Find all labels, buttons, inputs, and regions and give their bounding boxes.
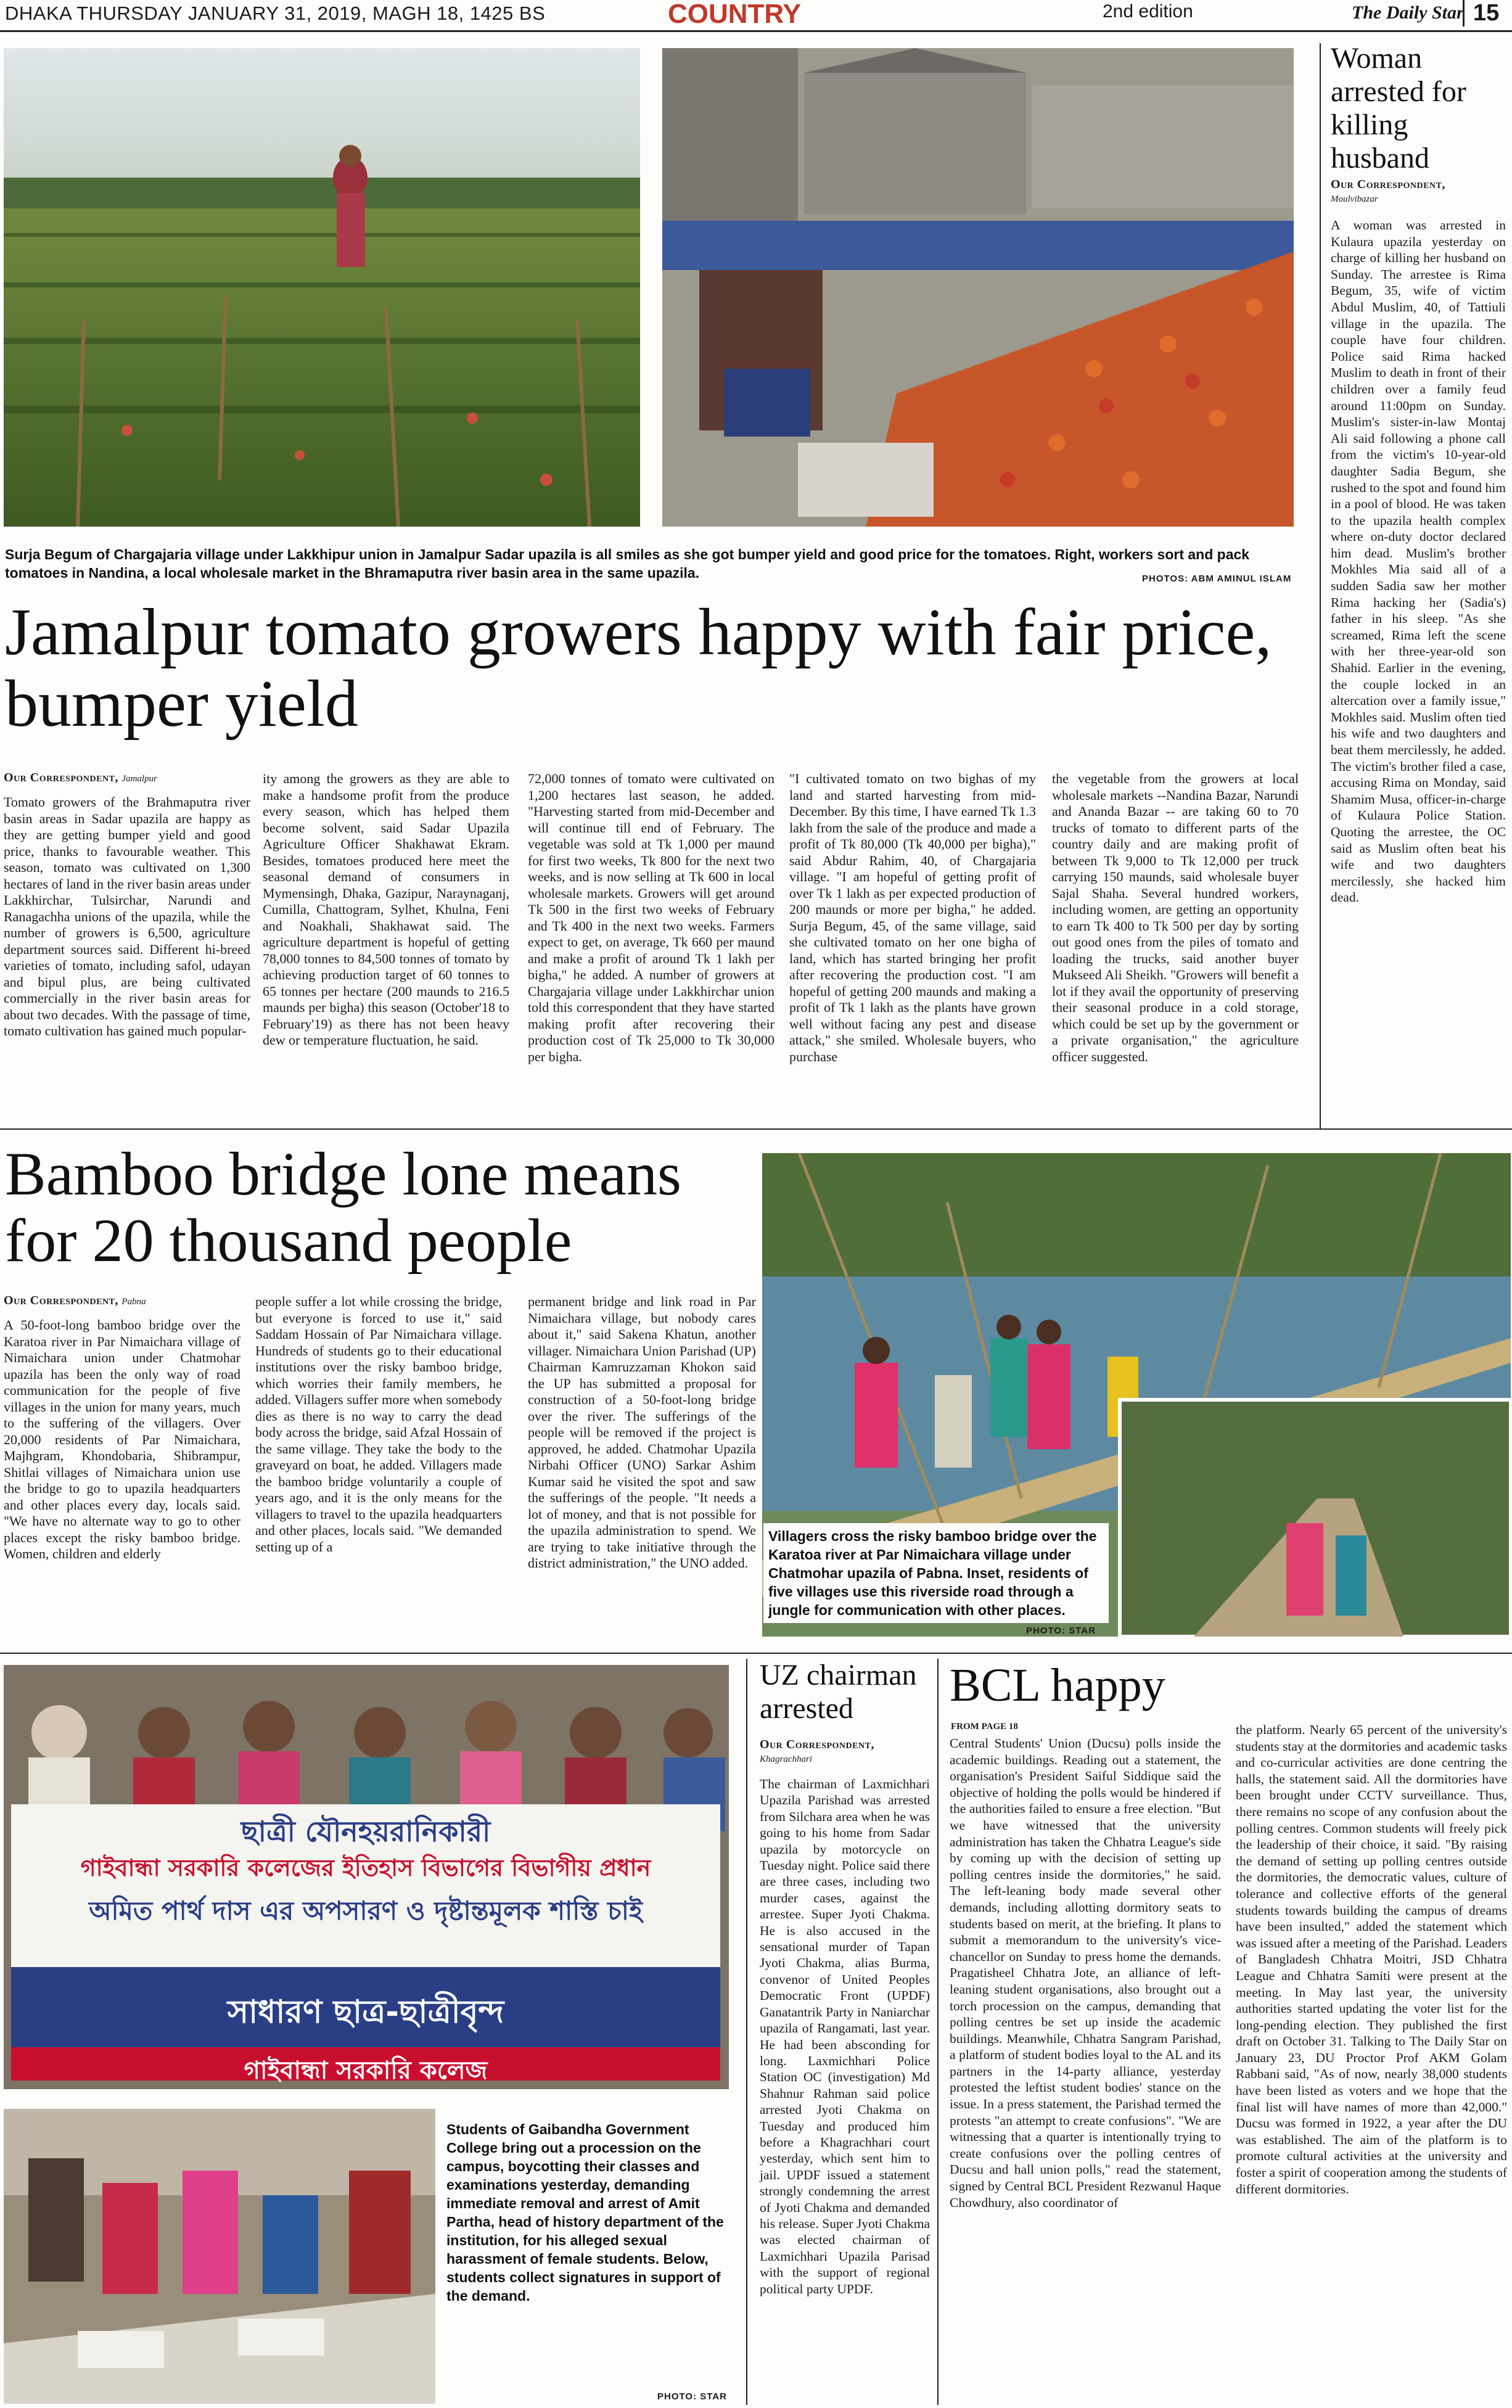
woman-body-text: A woman was arrested in Kulaura upazila yesterday on charge of killing her husband on Sunday. The arrestee is Rima Begum, 35, wife of victim Abdul Muslim, 40, of Tattiuli village in the upazila. The couple have four children. Police said Rima hacked Muslim to death in front of their children over a family feud around 11:00pm on Sunday. Muslim's sister-in-law Montaj Ali said following a phone call from the victim's 10-year-old daughter Sadia Begum, she rushed to the spot and found him in a pool of blood. He was taken to the upazila health complex where on-duty doctor declared him dead. Muslim's brother Mokhles Mia said all of a sudden Sadia saw her mother Rima hacking her (Sadia's) father in his sleep. "As she screamed, Rima left the scene with her three-year-old son Shahid. Earlier in the evening, the couple locked in an altercation over a family issue," Mokhles said. Muslim often tied his wife and two daughters and beat them mercilessly, he added. The victim's brother filed a case, accusing Rima on Monday, said Shamim Musa, officer-in-charge of Kulaura Police Station. Quoting the arrestee, the OC said as Muslim often beat his wife and two daughters mercilessly, she hacked him dead. xyxy=(1331,218,1506,905)
banner-line-5: গাইবান্ধা সরকারি কলেজ xyxy=(244,2057,488,2085)
tomato-photo-credit: PHOTOS: ABM AMINUL ISLAM xyxy=(1142,573,1292,584)
tomato-col3-text: 72,000 tonnes of tomato were cultivated on 1,200 hectares last season, he added. "Harvesting started from mid-December and will continue till end of February. The vegetable was sold at Tk 1,000 per maund for first two weeks, Tk 800 for the next two weeks, and is now selling at Tk 600 in local wholesale markets. Growers will get around Tk 500 in the first two weeks of February and Tk 400 in the next two weeks. Farmers expect to get, on average, Tk 660 per maund and make a profit of around Tk 1 lakh per bigha," he added. A number of growers at Chargajaria village under Lakkhirchar union told this correspondent that they have started making profit after recovering their production cost of Tk 25,000 to Tk 30,000 per bigha. xyxy=(528,771,774,1064)
tomato-col5-text: the vegetable from the growers at local wholesale markets --Nandina Bazar, Narundi and Ananda Bazar -- are taking 60 to 70 trucks of tomato to different parts of the country daily and are making profit of between Tk 9,000 to Tk 12,000 per truck carrying 150 maunds, said wholesale buyer Sajal Shaha. Several hundred workers, including women, are getting an opportunity to earn Tk 400 to Tk 500 per day by sorting out good ones from the piles of tomato and loading the trucks, said another buyer Mukseed Ali Sheikh. "Growers will benefit a lot if they avail the opportunity of preserving their seasonal produce in a cold storage, which could be set up by the government or a private organisation," the agriculture officer suggested. xyxy=(1052,771,1299,1064)
dateline: DHAKA THURSDAY JANUARY 31, 2019, MAGH 18, 1425 BS xyxy=(5,2,546,24)
tomato-column-5 xyxy=(1052,771,1299,1065)
bcl-col2-text: the platform. Nearly 65 percent of the university's students stay at the dormitories and academic tasks and co-curricular activities are done centring the halls, the statement said. All the dormitories have been brought under CCTV surveillance. Thus, there remains no scope of any confusion about the polling centres. Common students will freely pick the leadership of their choice, it said. "By raising the demand of setting up polling centres outside the dormitories, the democratic values, culture of tolerance and collective efforts of the general students towards building the campus of dreams have been insulted," added the statement which was issued after a meeting of the Parishad. Leaders of Bangladesh Chhatra Moitri, JSD Chhatra League and Chhatra Samiti were present at the meeting. In May last year, the university authorities started updating the voter list for the long-pending election. They published the first draft on October 31. Talking to The Daily Star on January 23, DU Proctor Prof AKM Golam Rabbani said, "As of now, nearly 38,000 students have been listed as voters and we hope that the final list will have names of more than 42,000." Ducsu was formed in 1922, a year after the DU was established. The aim of the platform is to promote cultural activities at the university and foster a spirit of cooperation among the students of different dormitories. xyxy=(1236,1722,1507,2196)
uz-body xyxy=(760,1776,930,2297)
tomato-column-1 xyxy=(4,794,250,1040)
column-divider-3 xyxy=(937,1659,939,2405)
tomato-market-photo xyxy=(662,48,1294,527)
tomato-column-4 xyxy=(789,771,1036,1065)
bridge-byline xyxy=(4,1294,146,1308)
bridge-byline-label: Our Correspondent, xyxy=(4,1294,118,1307)
tomato-field-image xyxy=(4,48,640,527)
uz-byline-place: Khagrachhari xyxy=(760,1754,813,1764)
uz-headline: UZ chairman arrested xyxy=(760,1659,917,1725)
page-number: 15 xyxy=(1463,0,1499,27)
section-name: COUNTRY xyxy=(668,0,801,29)
tomato-photo-caption: Surja Begum of Chargajaria village under Lakkhipur union in Jamalpur Sadar upazila is all smiles as she got bumper yield and good price for the tomatoes. Right, workers sort and pack tomatoes in Nandina, a local wholesale market in the Bhramaputra river basin area in the same upazila. xyxy=(5,546,1250,581)
column-divider-2 xyxy=(746,1659,747,2405)
bridge-byline-place: Pabna xyxy=(121,1297,146,1307)
protest-caption: Students of Gaibandha Government College bring out a procession on the campus, boycotting their classes and examinations yesterday, demanding immediate removal and arrest of Amit Partha, head of history department of the institution, for his alleged sexual harassment of female students. Below, students collect signatures in support of the demand. xyxy=(446,2121,724,2304)
banner-line-4: সাধারণ ছাত্র-ছাত্রীবৃন্দ xyxy=(227,1994,504,2031)
uz-body-text: The chairman of Laxmichhari Upazila Parishad was arrested from Silchara area when he was going to his home from Sadar upazila by motorcycle on Tuesday night. Police said there are three cases, including two murder cases, against the arrestee. Super Jyoti Chakma. He is also accused in the sensational murder of Tapan Jyoti Chakma, alias Burma, convenor of United Peoples Democratic Front (UPDF) Ganatantrik Party in Naniarchar upazila of Rangamati, last year. He had been absconding for long. Laxmichhari Police Station OC (investigation) Md Shahnur Rahman said police arrested Jyoti Chakma on Tuesday and produced him before a Khagrachhari court yesterday, which sent him to jail. UPDF issued a statement strongly condemning the arrest of Jyoti Chakma and demanded his release. Super Jyoti Chakma was elected chairman of Laxmichhari Upazila Parisad with the support of regional political party UPDF. xyxy=(760,1777,930,2296)
signature-image xyxy=(4,2109,435,2404)
banner-line-3: অমিত পার্থ দাস এর অপসারণ ও দৃষ্টান্তমূলক শাস্তি চাই xyxy=(89,1896,643,1926)
tomato-col2-text: ity among the growers as they are able to make a handsome profit from the produce every season, which has helped them become solvent, said Sadar Upazila Agriculture Officer Shakhawat Ekram. Besides, tomatoes produced here meet the seasonal demand of consumers in Mymensingh, Dhaka, Gazipur, Naraynaganj, Cumilla, Chattogram, Sylhet, Khulna, Feni and Noakhali, Shakhawat said. The agriculture department is hopeful of getting 78,000 tonnes to 84,500 tonnes of tomato by achieving production target of 60 tonnes to 65 tonnes per hectare (200 maunds to 216.5 maunds per bigha) this season (October'18 to February'19) as there has not been heavy dew or temperature fluctuation, he said. xyxy=(263,771,509,1048)
woman-headline: Woman arrested for killing husband xyxy=(1331,42,1466,175)
tomato-col4-text: "I cultivated tomato on two bighas of my land and started harvesting from mid-December. By this time, I have earned Tk 1.3 lakh from the sale of the produce and made a profit of Tk 80,000 (Tk 40,000 per bigha)," said Abdur Rahim, 40, of Chargajaria village. "I am hopeful of getting profit of over Tk 1 lakh as per expected production of 200 maunds or more per bigha," he added. Surja Begum, 45, of the same village, said she cultivated tomato on her one bigha of land, which has started bringing her profit after recovering the production cost. "I am hopeful of getting 200 maunds and making a profit of Tk 1 lakh as the plants have grown well without facing any pest and disease attack," she smiled. Wholesale buyers, who purchase xyxy=(789,771,1036,1064)
tomato-headline: Jamalpur tomato growers happy with fair price, bumper yield xyxy=(5,596,1272,741)
tomato-field-photo xyxy=(4,48,640,527)
uz-byline-label: Our Correspondent, xyxy=(760,1738,874,1751)
bridge-photo-credit: PHOTO: STAR xyxy=(1026,1625,1096,1636)
woman-byline-label: Our Correspondent, xyxy=(1331,178,1445,191)
bcl-column-2 xyxy=(1236,1722,1507,2197)
tomato-byline-place: Jamalpur xyxy=(121,774,157,784)
bcl-column-1 xyxy=(950,1735,1221,2211)
tomato-byline xyxy=(4,771,157,785)
bridge-column-3 xyxy=(528,1294,756,1572)
signature-photo xyxy=(4,2109,435,2404)
tomato-market-image xyxy=(662,48,1294,527)
woman-byline-place: Moulvibazar xyxy=(1331,194,1378,204)
woman-byline xyxy=(1331,178,1510,206)
banner-line-2: গাইবান্ধা সরকারি কলেজের ইতিহাস বিভাগের বিভাগীয় প্রধান xyxy=(80,1854,651,1881)
tomato-column-2 xyxy=(263,771,509,1049)
woman-body xyxy=(1331,217,1506,906)
masthead-logo: The Daily Star xyxy=(1352,2,1464,23)
bridge-photo-caption: Villagers cross the risky bamboo bridge over the Karatoa river at Par Nimaichara village under Chatmohar upazila of Pabna. Inset, residents of five villages use this riverside road through a jungle for communication with other places. xyxy=(763,1523,1109,1623)
tomato-column-3 xyxy=(528,771,774,1065)
bcl-from-page: FROM PAGE 18 xyxy=(951,1722,1018,1732)
section-rule xyxy=(0,1128,1512,1130)
tomato-col1-text: Tomato growers of the Brahmaputra river basin areas in Sadar upazila are happy as they are getting bumper yield and good price, thanks to favourable weather. This season, tomato was cultivated on 1,300 hectares of land in the river basin areas under Lakkhirchar, Tulsirchar, Narundi and Ranagachha unions of the upazila, while the number of growers is 6,500, agriculture department sources said. Different hi-breed varieties of tomato, including safol, udayan and bipul plus, are being cultivated commercially in the river basin areas for about two decades. With the passage of time, tomato cultivation has gained much popular- xyxy=(4,794,250,1038)
protest-credit: PHOTO: STAR xyxy=(657,2391,727,2402)
bridge-col3-text: permanent bridge and link road in Par Nimaichara village, but nobody cares about it," said Sakena Khatun, another villager. Nimaichara Union Parishad (UP) Chairman Kamruzzaman Khokon said the UP has submitted a proposal for construction of a 50-foot-long bridge over the river. The sufferings of the people will be removed if the project is approved, he added. Chatmohar Upazila Nirbahi Officer (UNO) Sarkar Ashim Kumar said he visited the spot and saw the sufferings of the people. "It needs a lot of money, and that is not possible for the upazila administration to spend. We are trying to take initiative through the district administration," the UNO added. xyxy=(528,1294,756,1571)
column-divider xyxy=(1320,43,1321,1128)
bcl-headline: BCL happy xyxy=(950,1659,1165,1711)
bridge-headline: Bamboo bridge lone means for 20 thousand people xyxy=(5,1140,681,1275)
bridge-column-1 xyxy=(4,1317,240,1563)
edition-label: 2nd edition xyxy=(1103,1,1193,22)
uz-byline xyxy=(760,1738,932,1766)
section-rule-2 xyxy=(0,1653,1512,1654)
banner-line-1: ছাত্রী যৌনহয়রানিকারী xyxy=(240,1815,491,1848)
bcl-col1-text: Central Students' Union (Ducsu) polls inside the academic buildings. Reading out a statement, the organisation's President Saiful Siddique said the objective of holding the polls would be hindered if the authorities failed to ensure a free election. "But we have witnessed that the university administration has taken the Chhatra League's side by coming up with the decision of setting up polling centres inside the dormitories," he said. The left-leaning body made several other demands, including allotting dormitory seats to students based on merit, at the briefing. It plans to submit a memorandum to the university's vice-chancellor on Sunday to press home the demands. Pragatisheel Chhatra Jote, an alliance of left-leaning student organisations, also brought out a torch procession on the campus, demanding that polling centres be set up inside the academic buildings. Meanwhile, Chhatra Sangram Parishad, a platform of student bodies loyal to the AL and its partners in the 14-party alliance, yesterday protested the leftist student bodies' stance on the issue. In a press statement, the Parishad termed the protests "an attempt to create confusions". "We are witnessing that a quarter is intentionally trying to create confusions over the polling centres of Ducsu and hall union polls," read the statement, signed by Central BCL President Rezwanul Haque Chowdhury, also coordinator of xyxy=(950,1736,1221,2210)
bridge-col1-text: A 50-foot-long bamboo bridge over the Karatoa river in Par Nimaichara village of Nimaichara union under Chatmohar upazila has been the only way of road communication for the people of five villages in the union for many years, much to the suffering of the villagers. Over 20,000 residents of Par Nimaichara, Majhgram, Khondobaria, Shibrampur, Shitlai villages of Nimaichara union use the bridge to go to upazila headquarters and other places every day, locals said. "We have no alternate way to go to other places except the risky bamboo bridge. Women, children and elderly xyxy=(4,1317,240,1561)
bridge-col2-text: people suffer a lot while crossing the bridge, but everyone is forced to use it," said Saddam Hossain of Par Nimaichara village. Hundreds of students go to their educational institutions over the risky bamboo bridge, which worries their family members, he added. Villagers suffer more when somebody dies as there is no way to carry the dead body across the bridge, said Afzal Hossain of the same village. They take the body to the graveyard on boat, he added. Villagers made the bamboo bridge voluntarily a couple of years ago, and it is the only means for the villagers to travel to the upazila headquarters and other places, locals said. "We demanded setting up of a xyxy=(255,1294,502,1555)
tomato-byline-label: Our Correspondent, xyxy=(4,771,118,784)
bridge-column-2 xyxy=(255,1294,502,1555)
